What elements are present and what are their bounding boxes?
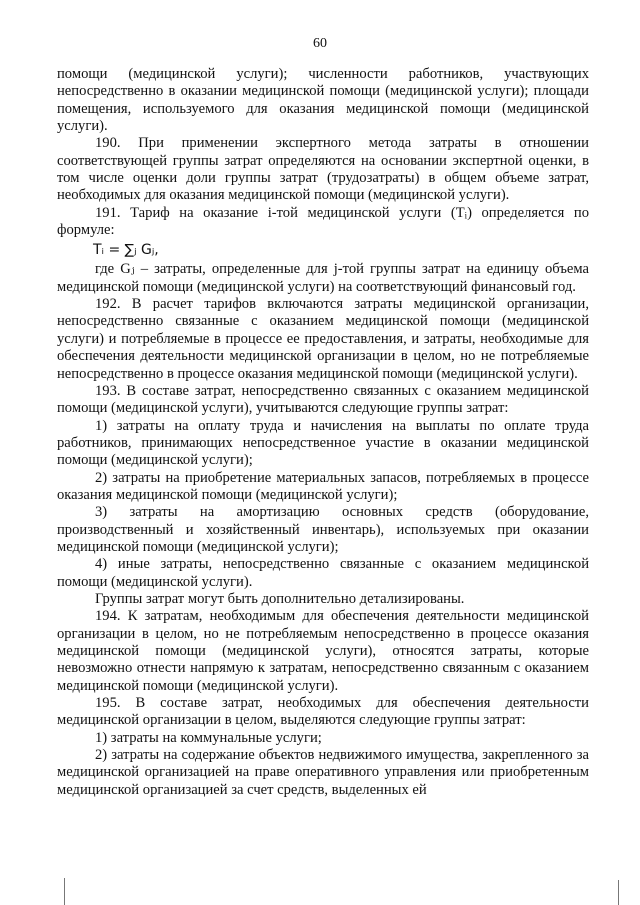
page-number: 60 [313, 36, 327, 51]
paragraph-continuation: помощи (медицинской услуги); численности работников, участвующих непосредственно в оказании медицинской помощи (медицинской услуги); площади помещения, используемого для оказания медицинской помощи (медицинской услуги). [57, 66, 589, 135]
scan-edge-mark-left [64, 878, 65, 905]
paragraph-190: 190. При применении экспертного метода затраты в отношении соответствующей группы затрат определяются на основании экспертной оценки, в том числе оценки доли группы затрат (трудозатраты) в общем объеме затрат, необходимых для оказания медицинской помощи (медицинской услуги). [57, 135, 589, 204]
paragraph-groups-note: Группы затрат могут быть дополнительно детализированы. [95, 590, 465, 607]
list-item-195-2: 2) затраты на содержание объектов недвижимого имущества, закрепленного за медицинской организацией на праве оперативного управления или приобретенным медицинской организацией за счет средств, выделенных ей [57, 747, 589, 798]
list-item-193-2: 2) затраты на приобретение материальных запасов, потребляемых в процессе оказания медицинской помощи (медицинской услуги); [57, 469, 589, 503]
paragraph-194: 194. К затратам, необходимым для обеспечения деятельности медицинской организации в целом, но не потребляемым непосредственно в процессе оказания медицинской помощи (медицинской услуги), относятся затраты, которые невозможно отнести напрямую к затратам, непосредственно связанным с оказанием медицинской помощи (медицинской услуги). [57, 608, 589, 694]
list-item-193-4: 4) иные затраты, непосредственно связанные с оказанием медицинской помощи (медицинской услуги). [57, 556, 589, 590]
paragraph-193: 193. В составе затрат, непосредственно связанных с оказанием медицинской помощи (медицинской услуги), учитываются следующие группы затрат: [57, 382, 589, 417]
list-item-193-3: 3) затраты на амортизацию основных средств (оборудование, производственный и хозяйственный инвентарь), используемых при оказании медицинской помощи (медицинской услуги); [57, 504, 589, 555]
list-item-195-1: 1) затраты на коммунальные услуги; [95, 729, 322, 746]
list-item-193-1: 1) затраты на оплату труда и начисления на выплаты по оплате труда работников, принимающих непосредственное участие в оказании медицинской помощи (медицинской услуги); [57, 417, 589, 469]
scan-edge-mark-right [618, 880, 619, 905]
formula-explanation: где Gⱼ – затраты, определенные для j-той группы затрат на единицу объема медицинской помощи (медицинской услуги) на соответствующий финансовый год. [57, 261, 589, 295]
paragraph-195: 195. В составе затрат, необходимых для обеспечения деятельности медицинской организации в целом, выделяются следующие группы затрат: [57, 695, 589, 729]
paragraph-192: 192. В расчет тарифов включаются затраты медицинской организации, непосредственно связанные с оказанием медицинской помощи (медицинской услуги) и потребляемые в процессе ее предоставления, и затраты, необходимые для обеспечения деятельности медицинской организации в целом, но не потребляемые непосредственно в процессе оказания медицинской помощи (медицинской услуги). [57, 296, 589, 382]
document-body [57, 66, 589, 799]
paragraph-191: 191. Тариф на оказание i-той медицинской услуги (Tᵢ) определяется по формуле: [57, 204, 589, 239]
tariff-formula: Tᵢ = ∑ⱼ Gⱼ, [93, 242, 159, 259]
